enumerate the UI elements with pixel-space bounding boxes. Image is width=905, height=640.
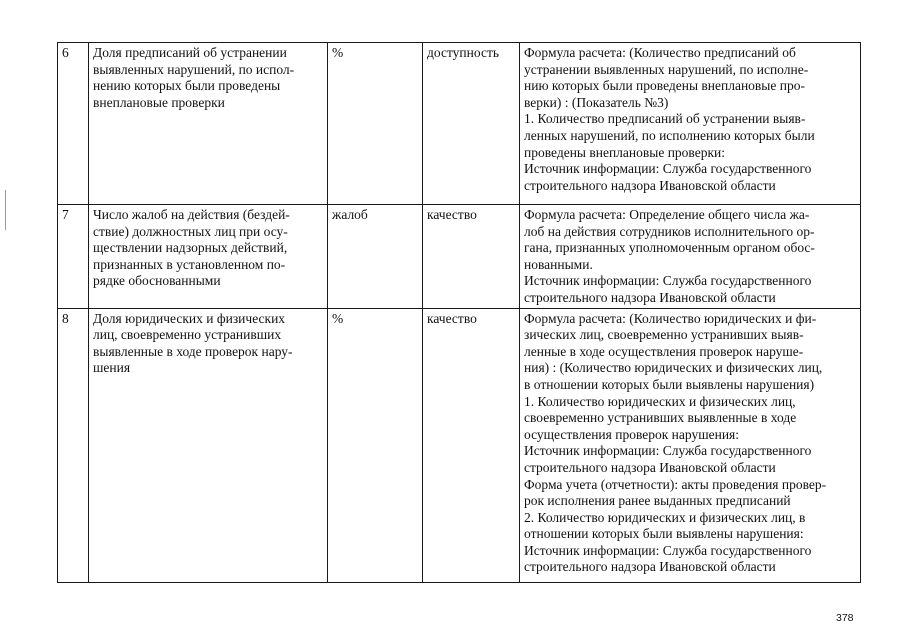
row-number: 7 [62, 207, 69, 222]
method-line: лоб на действия сотрудников исполнительного ор- [524, 223, 815, 239]
indicator-line: ществлении надзорных действий, [93, 240, 288, 256]
unit-text: жалоб [332, 207, 368, 222]
method-cell [520, 308, 861, 582]
row-number-cell [58, 43, 89, 205]
method-line: Источник информации: Служба государственного [524, 542, 812, 558]
indicator-cell [89, 205, 328, 309]
method-cell [520, 205, 861, 309]
indicator-line: нению которых были проведены [93, 78, 281, 94]
type-text: доступность [427, 45, 500, 60]
method-line: Формула расчета: (Количество юридических и фи- [524, 310, 817, 326]
type-text: качество [427, 310, 477, 326]
method-line: строительного надзора Ивановской области [524, 559, 776, 575]
unit-text: % [332, 310, 344, 326]
indicator-line: Число жалоб на действия (бездей- [93, 207, 290, 222]
table-row [58, 43, 861, 205]
indicator-line: Доля юридических и физических [93, 310, 286, 326]
method-line: своевременно устранивших выявленные в ходе [524, 410, 797, 426]
method-line: Источник информации: Служба государственного [524, 443, 812, 459]
type-text: качество [427, 207, 477, 222]
type-cell [423, 43, 520, 205]
method-line: осуществления проверок нарушения: [524, 426, 740, 442]
indicator-line: внеплановые проверки [93, 94, 225, 110]
method-cell [520, 43, 861, 205]
method-line: строительного надзора Ивановской области [524, 177, 776, 193]
indicator-cell [89, 43, 328, 205]
method-line: Формула расчета: Определение общего числа жа- [524, 207, 810, 222]
indicator-line: рядке обоснованными [93, 273, 221, 289]
method-line: нию которых были проведены внеплановые про- [524, 78, 805, 94]
indicators-table [57, 42, 861, 583]
method-line: 1. Количество предписаний об устранении выяв- [524, 111, 806, 127]
method-line: Форма учета (отчетности): акты проведения провер- [524, 476, 827, 492]
page-number: 378 [836, 612, 854, 624]
method-line: 1. Количество юридических и физических лиц, [524, 393, 796, 409]
indicator-line: ствие) должностных лиц при осу- [93, 223, 288, 239]
type-cell [423, 205, 520, 309]
type-cell [423, 308, 520, 582]
method-line: нованными. [524, 256, 593, 272]
method-line: 2. Количество юридических и физических лиц, в [524, 509, 806, 525]
row-number: 8 [62, 310, 69, 326]
method-line: гана, признанных уполномоченным органом обос- [524, 240, 815, 256]
method-line: Формула расчета: (Количество предписаний об [524, 45, 796, 60]
method-line: зических лиц, своевременно устранивших выяв- [524, 327, 804, 343]
method-line: отношении которых были выявлены нарушения: [524, 526, 804, 542]
unit-text: % [332, 45, 344, 60]
indicator-cell [89, 308, 328, 582]
indicator-line: признанных в установленном по- [93, 256, 286, 272]
table-row [58, 205, 861, 309]
method-line: строительного надзора Ивановской области [524, 289, 776, 305]
indicator-line: выявленных нарушений, по испол- [93, 61, 295, 77]
method-line: устранении выявленных нарушений, по исполне- [524, 61, 809, 77]
method-line: ленные в ходе осуществления проверок наруше- [524, 343, 804, 359]
row-number-cell [58, 205, 89, 309]
method-line: рок исполнения ранее выданных предписаний [524, 493, 791, 509]
table-row [58, 308, 861, 582]
method-line: Источник информации: Служба государственного [524, 273, 812, 289]
indicator-line: шения [93, 360, 131, 376]
method-line: Источник информации: Служба государственного [524, 161, 812, 177]
scan-margin-mark [5, 190, 6, 230]
method-line: в отношении которых были выявлены нарушения) [524, 376, 815, 392]
unit-cell [328, 308, 423, 582]
indicators-table-body [58, 43, 861, 583]
method-line: ния) : (Количество юридических и физических лиц, [524, 360, 823, 376]
indicator-line: выявленные в ходе проверок нару- [93, 343, 293, 359]
indicator-line: лиц, своевременно устранивших [93, 327, 282, 343]
method-line: строительного надзора Ивановской области [524, 459, 776, 475]
unit-cell [328, 43, 423, 205]
method-line: верки) : (Показатель №3) [524, 94, 669, 110]
unit-cell [328, 205, 423, 309]
method-line: проведены внеплановые проверки: [524, 144, 725, 160]
method-line: ленных нарушений, по исполнению которых были [524, 127, 815, 143]
row-number-cell [58, 308, 89, 582]
indicator-line: Доля предписаний об устранении [93, 45, 287, 60]
row-number: 6 [62, 45, 69, 60]
